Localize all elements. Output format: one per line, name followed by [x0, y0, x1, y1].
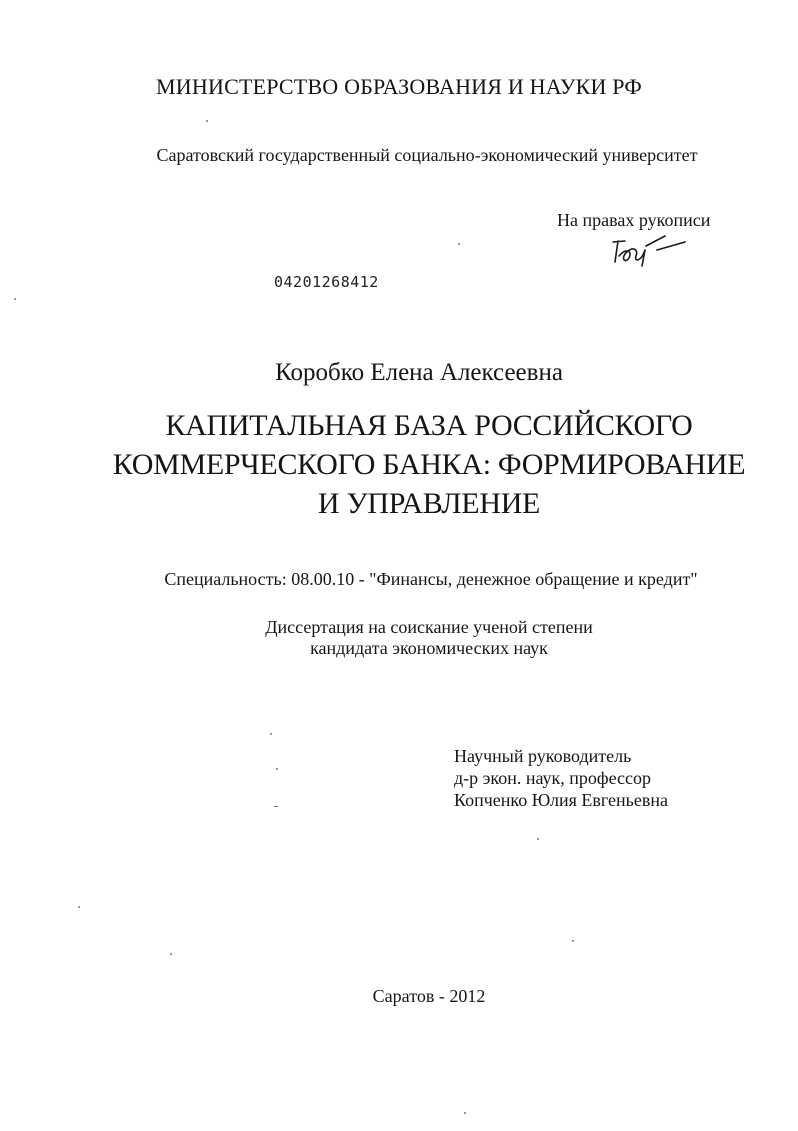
supervisor-line: Научный руководитель	[454, 746, 632, 766]
scan-speck	[274, 806, 278, 807]
degree-statement	[30, 617, 798, 659]
city-year: Саратов - 2012	[372, 986, 486, 1006]
signature-icon	[605, 232, 687, 272]
supervisor-block	[454, 745, 668, 811]
scan-speck	[206, 120, 208, 122]
ministry-heading: МИНИСТЕРСТВО ОБРАЗОВАНИЯ И НАУКИ РФ	[156, 74, 642, 99]
manuscript-rights: На правах рукописи	[557, 210, 711, 230]
title-line: И УПРАВЛЕНИЕ	[317, 487, 541, 520]
supervisor-line: Копченко Юлия Евгеньевна	[454, 790, 668, 810]
scan-speck	[276, 768, 278, 770]
scan-speck	[270, 733, 272, 735]
supervisor-line: д-р экон. наук, профессор	[454, 768, 652, 788]
scan-speck	[170, 953, 172, 955]
scan-speck	[14, 298, 16, 300]
scan-speck	[78, 906, 80, 908]
university-name: Саратовский государственный социально-экономический университет	[156, 145, 698, 165]
specialty: Специальность: 08.00.10 - "Финансы, денежное обращение и кредит"	[164, 569, 698, 589]
dissertation-title	[30, 406, 798, 523]
scan-speck	[537, 838, 539, 840]
scan-speck	[458, 243, 460, 245]
scan-speck	[572, 940, 574, 942]
archive-number: 04201268412	[274, 273, 379, 291]
title-line: КОММЕРЧЕСКОГО БАНКА: ФОРМИРОВАНИЕ	[112, 448, 746, 481]
author-name: Коробко Елена Алексеевна	[275, 359, 563, 386]
scan-speck	[464, 1112, 466, 1114]
degree-line: Диссертация на соискание ученой степени	[265, 617, 593, 637]
title-line: КАПИТАЛЬНАЯ БАЗА РОССИЙСКОГО	[165, 409, 693, 442]
degree-line: кандидата экономических наук	[310, 638, 548, 658]
